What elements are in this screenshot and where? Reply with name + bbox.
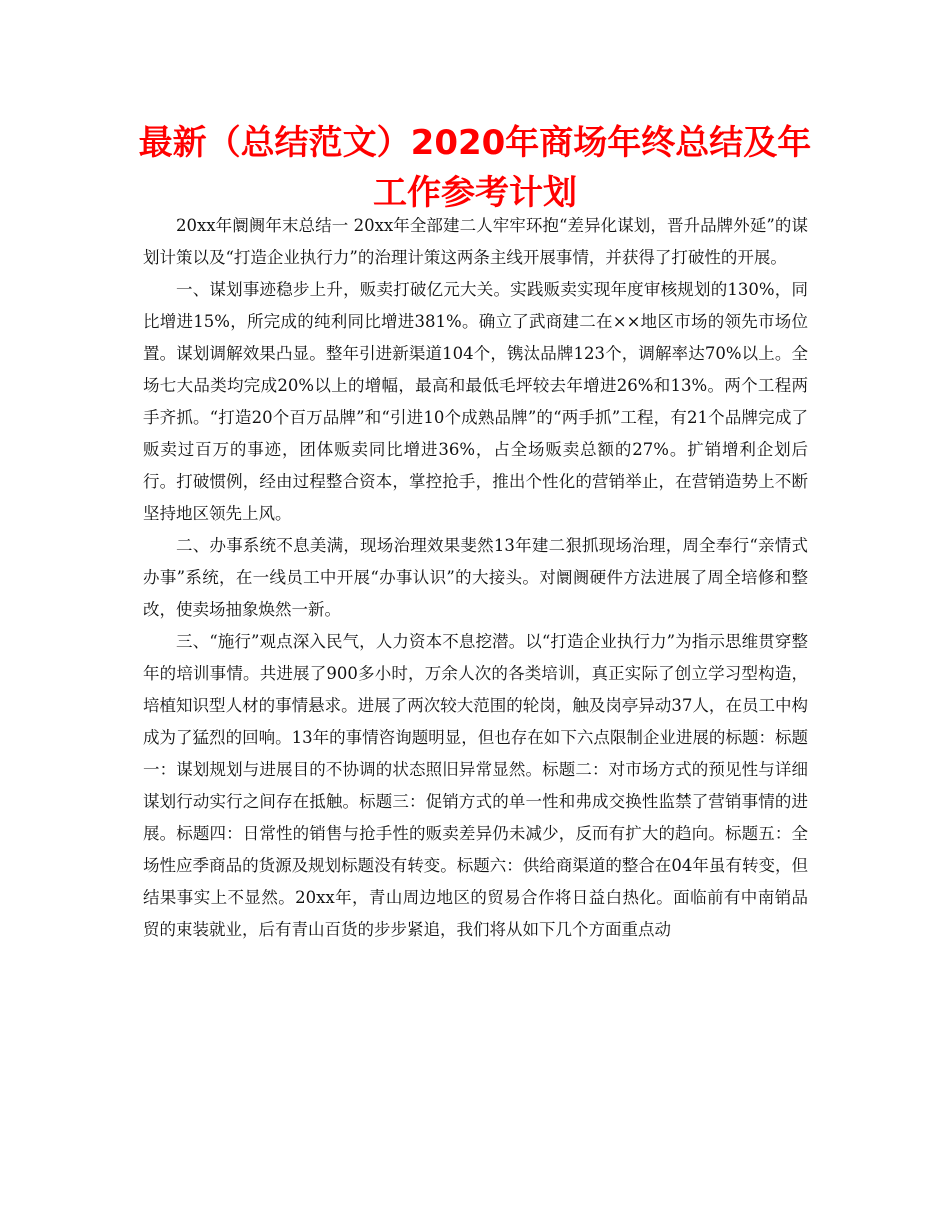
section-three-paragraph: 三、“施行”观点深入民气，人力资本不息挖潜。以“打造企业执行力”为指示思维贯穿整年的培训事情。共进展了900多小时，万余人次的各类培训，真正实际了创立学习型构造，培植知识型人材的事情悬求。进展了两次较大范围的轮岗，触及岗亭异动37人，在员工中构成为了猛烈的回响。13年的事情咨询题明显，但也存在如下六点限制企业进展的标题：标题一：谋划规划与进展目的不协调的状态照旧异常显然。标题二：对市场方式的预见性与详细谋划行动实行之间存在抵触。标题三：促销方式的单一性和弗成交换性监禁了营销事情的进展。标题四：日常性的销售与抢手性的贩卖差异仍未减少，反而有扩大的趋向。标题五：全场性应季商品的货源及规划标题没有转变。标题六：供给商渠道的整合在04年虽有转变，但结果事实上不显然。20xx年，青山周边地区的贸易合作将日益白热化。面临前有中南销品贸的束装就业，后有青山百货的步步紧追，我们将从如下几个方面重点动: [143, 632, 808, 939]
section-two-paragraph: 二、办事系统不息美满，现场治理效果斐然13年建二狠抓现场治理，周全奉行“亲情式办事”系统，在一线员工中开展“办事认识”的大接头。对阛阓硬件方法进展了周全培修和整改，使卖场抽象焕然一新。: [143, 536, 808, 619]
document-body: [143, 210, 808, 946]
document-title: 最新（总结范文）2020年商场年终总结及年工作参考计划: [138, 123, 812, 213]
section-one-paragraph: 一、谋划事迹稳步上升，贩卖打破亿元大关。实践贩卖实现年度审核规划的130%，同比增进15%，所完成的纯利同比增进381%。确立了武商建二在××地区市场的领先市场位置。谋划调解效果凸显。整年引进新渠道104个，镌汰品牌123个，调解率达70%以上。全场七大品类均完成20%以上的增幅，最高和最低毛坪较去年增进26%和13%。两个工程两手齐抓。“打造20个百万品牌”和“引进10个成熟品牌”的“两手抓”工程，有21个品牌完成了贩卖过百万的事迹，团体贩卖同比增进36%，占全场贩卖总额的27%。扩销增利企划后行。打破惯例，经由过程整合资本，掌控抢手，推出个性化的营销举止，在营销造势上不断坚持地区领先上风。: [143, 280, 808, 523]
intro-paragraph: 20xx年阛阓年末总结一 20xx年全部建二人牢牢环抱“差异化谋划，晋升品牌外延”的谋划计策以及“打造企业执行力”的治理计策这两条主线开展事情，并获得了打破性的开展。: [143, 216, 808, 267]
